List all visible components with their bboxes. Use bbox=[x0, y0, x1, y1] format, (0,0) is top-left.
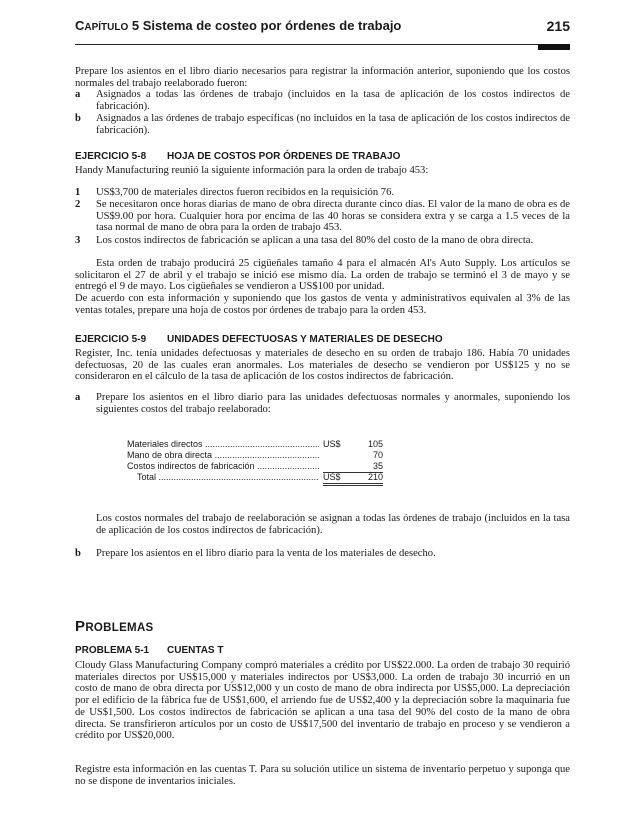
cost-label: Mano de obra directa ..... bbox=[127, 450, 319, 461]
list-item: b Prepare los asientos en el libro diario para la venta de los materiales de desecho. bbox=[75, 548, 436, 559]
cost-currency: US$ bbox=[323, 439, 341, 449]
list-item: 1 US$3,700 de materiales directos fueron recibidos en la requisición 76. bbox=[75, 187, 395, 198]
exercise-intro: Handy Manufacturing reunió la siguiente información para la orden de trabajo 453: bbox=[75, 165, 429, 176]
cost-amount: 105 bbox=[367, 439, 383, 449]
exercise-heading: EJERCICIO 5-8 HOJA DE COSTOS POR ÓRDENES DE TRABAJO bbox=[75, 151, 401, 162]
total-rule bbox=[323, 483, 383, 484]
header-marker bbox=[538, 44, 570, 50]
list-item: a Asignados a todas las órdenes de trabajo (incluidos en la tasa de aplicación de los costos indirectos de fabricación). bbox=[75, 89, 570, 112]
cost-row bbox=[127, 439, 383, 450]
cost-row bbox=[127, 461, 383, 472]
exercise-heading: EJERCICIO 5-9 UNIDADES DEFECTUOSAS Y MATERIALES DE DESECHO bbox=[75, 334, 443, 345]
list-item: 2 Se necesitaron once horas diarias de mano de obra directa durante cinco días. El valor de la mano de obra es de US$9.00 por hora. Cualquier hora por encima de las 40 horas se considera extra y se carga a 1.5 veces de la tasa normal de mano de obra para la orden de trabajo 453. bbox=[75, 199, 570, 234]
total-currency: US$ bbox=[323, 472, 341, 482]
total-double-rule bbox=[323, 485, 383, 486]
total-amount: 210 bbox=[367, 472, 383, 482]
exercise-note: Los costos normales del trabajo de reelaboración se asignan a todas las órdenes de trabajo (incluidos en la tasa de aplicación de los costos indirectos de fabricación). bbox=[96, 513, 570, 536]
header-rule bbox=[75, 44, 570, 45]
total-row bbox=[127, 472, 383, 483]
section-heading: PROBLEMAS bbox=[75, 618, 154, 635]
intro-paragraph: Prepare los asientos en el libro diario necesarios para registrar la información anterior, suponiendo que los costos normales del trabajo reelaborado fueron: bbox=[75, 66, 570, 89]
cost-row bbox=[127, 450, 383, 461]
list-item: 3 Los costos indirectos de fabricación se aplican a una tasa del 80% del costo de la mano de obra directa. bbox=[75, 235, 534, 246]
total-label: Total ..... bbox=[127, 472, 319, 483]
problem-paragraph: Cloudy Glass Manufacturing Company compró materiales a crédito por US$22.000. La orden de trabajo 30 requirió materiales directos por US$15,000 y materiales indirectos por US$3,000. La orden de trabajo 30 incurrió en un costo de mano de obra directa por US$12,000 y un costo de mano de obra indirecta por US$5,000. La depreciación por el edificio de la fábrica fue de US$1,600, el arriendo fue de US$2,400 y la depreciación sobre la maquinaria fue de US$1,500. Los costos indirectos de fabricación se aplican a una tasa del 90% del costo de la mano de obra directa. Se transfirieron artículos por un costo de US$17,500 del inventario de trabajo en proceso y se vendieron a crédito por US$20,000. bbox=[75, 660, 570, 742]
list-item: a Prepare los asientos en el libro diario para las unidades defectuosas normales y anormales, suponiendo los siguientes costos del trabajo reelaborado: bbox=[75, 392, 570, 415]
page-number: 215 bbox=[546, 18, 570, 34]
page-header bbox=[75, 18, 570, 34]
exercise-intro: Register, Inc. tenía unidades defectuosas y materiales de desecho en su orden de trabajo 186. Había 70 unidades defectuosas, 20 de las cuales eran anormales. Los materiales de desecho se vendieron por US$125 y no se consideraron en el cálculo de la tasa de aplicación de los costos indirectos de fabricación. bbox=[75, 348, 570, 383]
chapter-title: CAPÍTULO 5 Sistema de costeo por órdenes de trabajo bbox=[75, 18, 402, 33]
rework-cost-table bbox=[127, 439, 383, 483]
cost-label: Costos indirectos de fabricación ..... bbox=[127, 461, 319, 472]
cost-amount: 70 bbox=[372, 450, 383, 460]
exercise-paragraph: De acuerdo con esta información y suponiendo que los gastos de venta y administrativos equivalen al 3% de las ventas totales, prepare una hoja de costos por órdenes de trabajo para la orden 453. bbox=[75, 293, 570, 316]
problem-heading: PROBLEMA 5-1 CUENTAS T bbox=[75, 645, 224, 656]
cost-amount: 35 bbox=[372, 461, 383, 471]
problem-paragraph: Registre esta información en las cuentas T. Para su solución utilice un sistema de inventario perpetuo y suponga que no se dispone de inventarios iniciales. bbox=[75, 764, 570, 787]
cost-label: Materiales directos ..... bbox=[127, 439, 319, 450]
exercise-paragraph: Esta orden de trabajo producirá 25 cigüeñales tamaño 4 para el almacén Al's Auto Supply. Los artículos se solicitaron el 27 de abril y el trabajo se inició ese mismo día. La orden de trabajo se terminó el 3 de mayo y se entregó el 9 de mayo. Los cigüeñales se vendieron a US$100 por unidad. bbox=[75, 258, 570, 293]
list-item: b Asignados a las órdenes de trabajo específicas (no incluidos en la tasa de aplicación de los costos indirectos de fabricación). bbox=[75, 113, 570, 136]
